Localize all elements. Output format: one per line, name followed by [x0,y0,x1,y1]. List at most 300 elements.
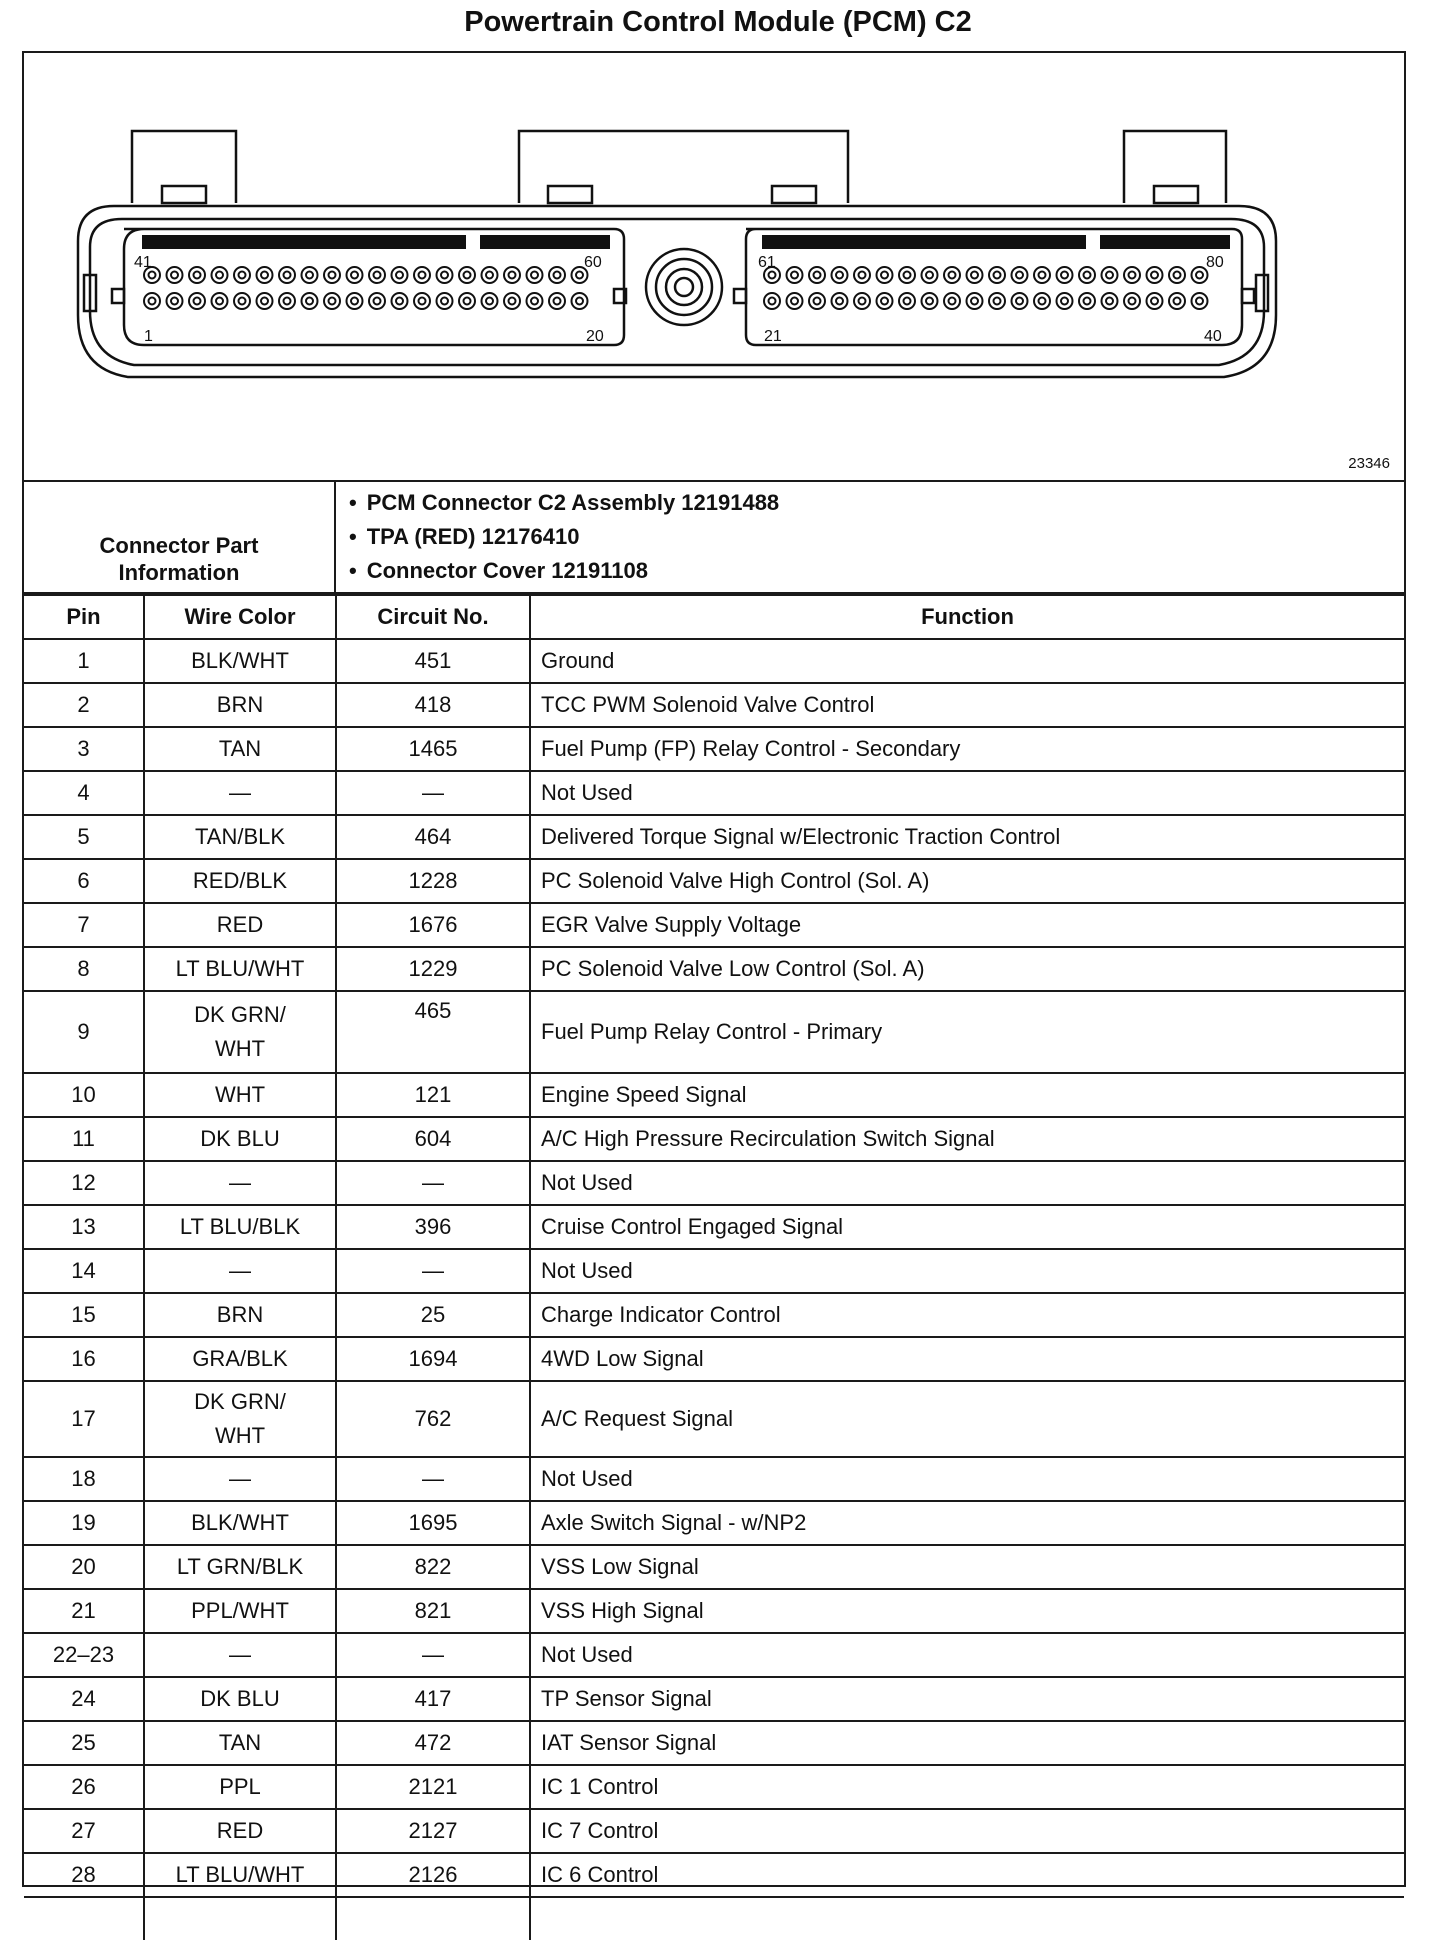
tpa-bar [142,235,466,249]
table-row [24,1633,1404,1677]
pin-cell: 20 [24,1545,144,1589]
pin-cavity-center [149,298,156,305]
pin-label-left-bottom-first: 1 [144,328,153,345]
pin-cavity-center [194,298,201,305]
function-cell [530,1897,1404,1940]
pin-cell: 12 [24,1161,144,1205]
pin-cavity [787,293,803,309]
pin-cavity [854,293,870,309]
pin-cavity [482,293,498,309]
right-block-key-right [1242,289,1254,303]
pin-cavity-center [836,298,843,305]
function-cell: Engine Speed Signal [530,1073,1404,1117]
pin-cell: 11 [24,1117,144,1161]
pin-cell: 4 [24,771,144,815]
pin-cavity-center [926,272,933,279]
pin-cavity-center [904,298,911,305]
pin-cavity-center [284,272,291,279]
pin-cavity [1124,267,1140,283]
pin-cavity-center [1106,272,1113,279]
pin-cavity [1147,293,1163,309]
table-row [24,1249,1404,1293]
pin-cavity [257,293,273,309]
pin-cavity-center [1129,298,1136,305]
tpa-bar [762,235,1086,249]
wire-color-line: WHT [214,1423,266,1448]
pin-cavity-center [1151,298,1158,305]
circuit-cell: 472 [336,1721,530,1765]
function-cell: A/C Request Signal [530,1381,1404,1457]
connector-drawing [24,53,1404,480]
header-wire-color: Wire Color [144,595,336,639]
pin-cavity [347,293,363,309]
wire-color-cell: LT BLU/WHT [144,1853,336,1897]
wire-color-cell: DK BLU [144,1677,336,1721]
pin-cavity-center [171,272,178,279]
pin-cell: 17 [24,1381,144,1457]
pin-cavity [324,293,340,309]
wire-color-cell: TAN [144,727,336,771]
function-cell: Axle Switch Signal - w/NP2 [530,1501,1404,1545]
pin-cavity-center [261,298,268,305]
table-row [24,859,1404,903]
pin-cavity [787,267,803,283]
wire-color-cell: — [144,1457,336,1501]
pin-cavity [877,267,893,283]
pin-cavity-center [306,272,313,279]
wire-color-cell: PPL [144,1765,336,1809]
pin-cavity-center [949,298,956,305]
function-cell: PC Solenoid Valve High Control (Sol. A) [530,859,1404,903]
pin-cavity [877,293,893,309]
pin-cavity-center [284,298,291,305]
pin-cavity-center [554,298,561,305]
pin-cavity [414,293,430,309]
pin-cell: 24 [24,1677,144,1721]
circuit-cell: 1228 [336,859,530,903]
right-latch [1256,275,1268,311]
pin-cell: 21 [24,1589,144,1633]
circuit-cell: 418 [336,683,530,727]
center-lug-slot-right [772,186,816,203]
pin-cavity [1192,293,1208,309]
connector-info-item: • Connector Cover 12191108 [349,554,779,588]
pin-cavity [504,267,520,283]
function-cell: Not Used [530,1249,1404,1293]
pin-cavity-center [351,272,358,279]
table-row [24,1205,1404,1249]
pin-cavity-center [926,298,933,305]
function-cell: Fuel Pump Relay Control - Primary [530,991,1404,1073]
pin-cavity-center [1106,298,1113,305]
pin-cavity [234,267,250,283]
pin-cavity [279,267,295,283]
pin-cavity [989,293,1005,309]
pin-cavity-center [904,272,911,279]
pin-cavity [212,293,228,309]
pin-cavity [212,267,228,283]
pin-cavity [1012,267,1028,283]
pin-cavity [1169,293,1185,309]
pin-label-right-top-last: 80 [1206,254,1224,271]
pin-cell: 22–23 [24,1633,144,1677]
center-lug [519,131,848,203]
right-lug-slot [1154,186,1198,203]
table-row [24,683,1404,727]
pin-cavity-center [531,298,538,305]
pin-cavity [279,293,295,309]
table-row [24,1721,1404,1765]
pin-cavity [922,293,938,309]
pin-cavity-center [769,298,776,305]
table-row [24,1337,1404,1381]
left-lug [132,131,236,203]
left-lug-slot [162,186,206,203]
pin-cavity [392,267,408,283]
pin-cavity [189,293,205,309]
pin-cavity [1034,293,1050,309]
pin-cavity-center [1129,272,1136,279]
function-cell: 4WD Low Signal [530,1337,1404,1381]
document-frame [22,51,1406,1887]
wire-color-cell: GRA/BLK [144,1337,336,1381]
pin-cavity-center [791,272,798,279]
pin-cavity-center [1039,298,1046,305]
pin-cavity-center [396,298,403,305]
function-cell: Cruise Control Engaged Signal [530,1205,1404,1249]
pin-cell: 1 [24,639,144,683]
pin-cavity [1192,267,1208,283]
pin-cavity-center [881,298,888,305]
wire-color-line: DK GRN/ [194,1389,286,1414]
pin-cavity [922,267,938,283]
connector-diagram [24,53,1404,482]
circuit-cell: 2121 [336,1765,530,1809]
right-block-key [734,289,746,303]
pin-cell: 16 [24,1337,144,1381]
wire-color-cell: DK BLU [144,1117,336,1161]
center-lug-slot-left [548,186,592,203]
pin-cavity [809,267,825,283]
circuit-cell: 25 [336,1293,530,1337]
pin-cavity-center [194,272,201,279]
function-cell: IC 1 Control [530,1765,1404,1809]
pin-cell: 10 [24,1073,144,1117]
pin-cavity [459,267,475,283]
pin-cavity-center [971,298,978,305]
pin-cavity [437,293,453,309]
pin-cavity [482,267,498,283]
pin-cavity-center [576,298,583,305]
pin-cell: 2 [24,683,144,727]
pin-cavity [967,293,983,309]
wire-color-cell: RED/BLK [144,859,336,903]
pin-cavity [1012,293,1028,309]
table-row [24,1765,1404,1809]
pin-cavity-center [554,272,561,279]
pin-cavity-center [1039,272,1046,279]
pin-cavity-center [261,272,268,279]
circuit-cell: 1229 [336,947,530,991]
wire-color-cell: LT BLU/BLK [144,1205,336,1249]
pin-cell: 7 [24,903,144,947]
connector-info-label-line2: Information [118,560,240,585]
table-row [24,771,1404,815]
circuit-cell: 821 [336,1589,530,1633]
wire-color-cell [144,991,336,1073]
circuit-cell: 604 [336,1117,530,1161]
center-post-ring [656,259,712,315]
wire-color-cell: PPL/WHT [144,1589,336,1633]
pin-cavity-center [1061,272,1068,279]
circuit-cell: 2127 [336,1809,530,1853]
pin-cavity-center [374,272,381,279]
circuit-cell: 1465 [336,727,530,771]
wire-color-cell: — [144,771,336,815]
pin-cavity-center [1061,298,1068,305]
pin-cavity [832,267,848,283]
circuit-cell [336,1897,530,1940]
pin-cavity [504,293,520,309]
pin-cavity [549,293,565,309]
pin-cell: 27 [24,1809,144,1853]
connector-part-information [24,480,1404,594]
wire-color-cell: LT GRN/BLK [144,1545,336,1589]
pin-cell: 19 [24,1501,144,1545]
function-cell: IAT Sensor Signal [530,1721,1404,1765]
center-post-inner [666,269,702,305]
pin-cavity-center [329,272,336,279]
circuit-cell: 1676 [336,903,530,947]
pin-cell: 6 [24,859,144,903]
pin-cavity-center [1151,272,1158,279]
pin-cavity-center [836,272,843,279]
function-cell: Delivered Torque Signal w/Electronic Traction Control [530,815,1404,859]
pin-cell: 14 [24,1249,144,1293]
pin-cavity [1079,293,1095,309]
circuit-cell: 822 [336,1545,530,1589]
wire-color-line: WHT [214,1036,266,1061]
pin-cavity [989,267,1005,283]
table-row [24,1809,1404,1853]
table-row [24,1589,1404,1633]
pin-cavity-center [1196,272,1203,279]
wire-color-cell: BLK/WHT [144,1501,336,1545]
circuit-cell: 2126 [336,1853,530,1897]
pin-cell: 15 [24,1293,144,1337]
pin-cavity [302,267,318,283]
pin-cell: 25 [24,1721,144,1765]
table-row [24,1501,1404,1545]
pin-cavity [967,267,983,283]
pin-cavity-center [441,272,448,279]
pin-cavity [549,267,565,283]
pin-cavity-center [1196,298,1203,305]
pin-cavity-center [464,272,471,279]
pin-cell: 9 [24,991,144,1073]
table-row [24,1117,1404,1161]
circuit-cell: — [336,1633,530,1677]
wire-color-cell: — [144,1249,336,1293]
figure-number: 23346 [1348,455,1390,472]
pin-cavity [1057,267,1073,283]
function-cell: A/C High Pressure Recirculation Switch Signal [530,1117,1404,1161]
pin-cavity-center [509,272,516,279]
pin-cavity [167,293,183,309]
table-row [24,1457,1404,1501]
table-row [24,1853,1404,1897]
pin-label-right-top-first: 61 [758,254,776,271]
wire-color-cell [144,1381,336,1457]
pin-cavity [144,293,160,309]
pin-cavity-center [1084,272,1091,279]
circuit-cell: — [336,1249,530,1293]
pin-cavity-center [814,272,821,279]
wire-color-line: DK GRN/ [194,1002,286,1027]
connector-info-label [24,480,336,592]
pin-cavity-center [171,298,178,305]
pin-cavity-center [971,272,978,279]
circuit-cell: 396 [336,1205,530,1249]
circuit-cell: 1694 [336,1337,530,1381]
table-row [24,1381,1404,1457]
wire-color-cell: — [144,1161,336,1205]
function-cell: IC 7 Control [530,1809,1404,1853]
pin-cavity-center [1084,298,1091,305]
circuit-cell: 451 [336,639,530,683]
pin-cavity [899,267,915,283]
pin-cavity [234,293,250,309]
pin-cavity-center [239,298,246,305]
pin-cavity-center [859,298,866,305]
pin-cavity-center [531,272,538,279]
table-row [24,991,1404,1073]
page-title: Powertrain Control Module (PCM) C2 [464,6,972,38]
pin-cavity [1124,293,1140,309]
wire-color-cell: WHT [144,1073,336,1117]
pin-cavity [572,293,588,309]
pin-cell: 8 [24,947,144,991]
pin-cavity-center [419,298,426,305]
table-row [24,947,1404,991]
function-cell: Ground [530,639,1404,683]
pin-cell [24,1897,144,1940]
pin-cavity [899,293,915,309]
function-cell: Not Used [530,1457,1404,1501]
function-cell: Not Used [530,1161,1404,1205]
pin-cavity-center [396,272,403,279]
pin-cavity-center [881,272,888,279]
pin-cavity [1102,267,1118,283]
pin-cavity-center [994,298,1001,305]
pin-cavity-center [1174,272,1181,279]
connector-info-item: • PCM Connector C2 Assembly 12191488 [349,486,779,520]
pin-cavity [257,267,273,283]
pin-cavity-center [374,298,381,305]
circuit-cell: 1695 [336,1501,530,1545]
tpa-bar [480,235,610,249]
pin-cavity [189,267,205,283]
pin-cavity [832,293,848,309]
table-row [24,1161,1404,1205]
table-row [24,1545,1404,1589]
pin-label-right-bottom-first: 21 [764,328,782,345]
pin-cavity [414,267,430,283]
function-cell: Not Used [530,771,1404,815]
pin-cavity-center [576,272,583,279]
pin-cavity-center [769,272,776,279]
function-cell: PC Solenoid Valve Low Control (Sol. A) [530,947,1404,991]
table-row [24,903,1404,947]
center-post-core [675,278,693,296]
pin-cavity-center [791,298,798,305]
pin-cavity [944,293,960,309]
wire-color-cell: TAN/BLK [144,815,336,859]
function-cell: Fuel Pump (FP) Relay Control - Secondary [530,727,1404,771]
pin-cavity [854,267,870,283]
function-cell: IC 6 Control [530,1853,1404,1897]
header-pin: Pin [24,595,144,639]
wire-color-cell: RED [144,1809,336,1853]
pin-cavity-center [509,298,516,305]
function-cell: VSS High Signal [530,1589,1404,1633]
table-row [24,1073,1404,1117]
pin-cavity-center [419,272,426,279]
left-block-key [112,289,124,303]
pin-cavity-center [1174,298,1181,305]
pin-cell: 28 [24,1853,144,1897]
function-cell: Not Used [530,1633,1404,1677]
header-circuit-no: Circuit No. [336,595,530,639]
pin-cavity-center [486,298,493,305]
pin-cavity-center [486,272,493,279]
table-row [24,1897,1404,1940]
pin-cavity [324,267,340,283]
pin-cavity [459,293,475,309]
pin-cavity [437,267,453,283]
pin-cavity [944,267,960,283]
pin-cavity [809,293,825,309]
pin-cell: 5 [24,815,144,859]
pin-cavity-center [859,272,866,279]
pin-cavity [527,267,543,283]
pin-cavity-center [329,298,336,305]
pin-cavity-center [306,298,313,305]
pin-cavity [1079,267,1095,283]
pin-cell: 3 [24,727,144,771]
pin-cavity-center [441,298,448,305]
pin-label-left-top-last: 60 [584,254,602,271]
wire-color-cell: RED [144,903,336,947]
pin-cavity-center [949,272,956,279]
right-lug [1124,131,1226,203]
wire-color-cell [144,1897,336,1940]
table-header-row [24,595,1404,639]
wire-color-cell: — [144,1633,336,1677]
connector-info-list [349,486,779,588]
pin-cavity-center [216,272,223,279]
wire-color-cell: TAN [144,1721,336,1765]
pin-cavity-center [814,298,821,305]
pin-cavity [1147,267,1163,283]
function-cell: VSS Low Signal [530,1545,1404,1589]
pin-cavity [167,267,183,283]
header-function: Function [530,595,1404,639]
pin-label-left-top-first: 41 [134,254,152,271]
pin-cavity [764,293,780,309]
pin-label-left-bottom-last: 20 [586,328,604,345]
function-cell: TP Sensor Signal [530,1677,1404,1721]
